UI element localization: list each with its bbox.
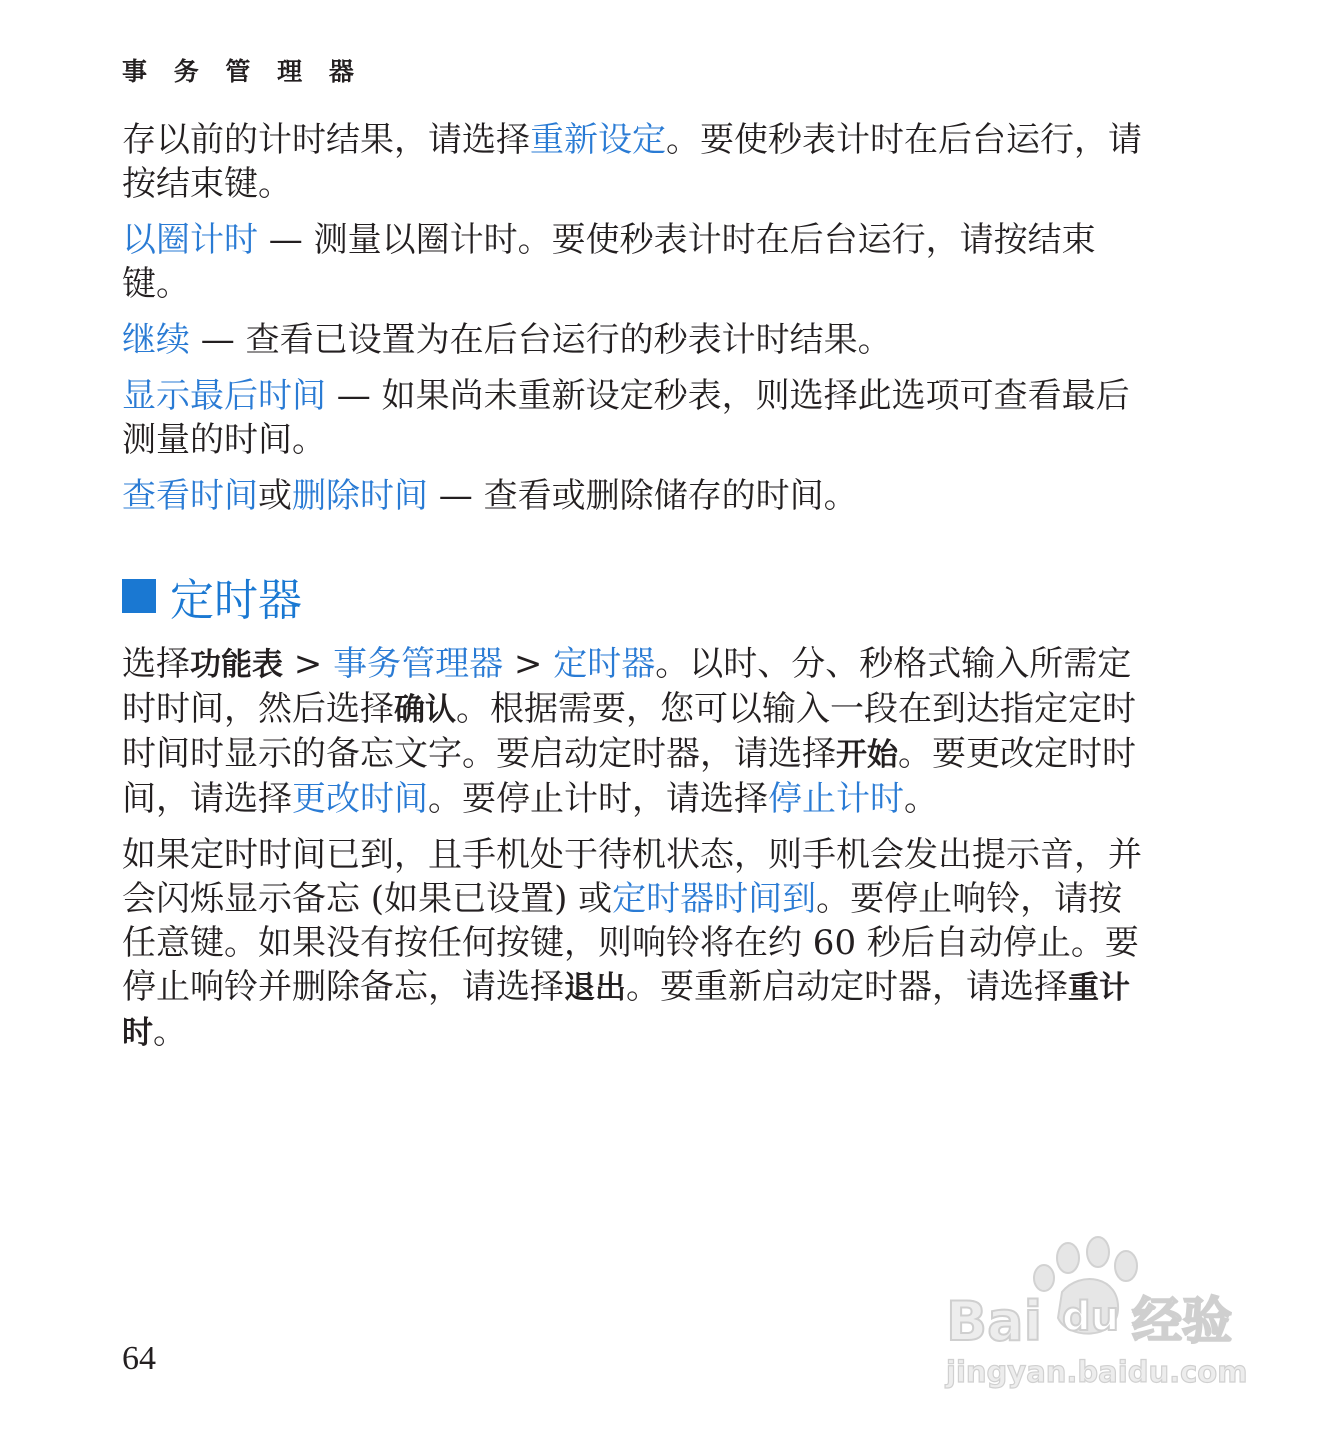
watermark-brand-cn: 经验 (1132, 1292, 1232, 1350)
text: 。 (153, 1012, 187, 1052)
link-timer[interactable]: 定时器 (553, 644, 656, 684)
text: — 查看已设置为在后台运行的秒表计时结果。 (190, 320, 892, 360)
link-delete-times[interactable]: 删除时间 (292, 476, 428, 516)
running-head: 事 务 管 理 器 (122, 57, 363, 86)
paragraph-lap-timing (122, 218, 1142, 306)
link-reset[interactable]: 重新设定 (530, 120, 666, 160)
watermark-brand: Bai (946, 1290, 1043, 1353)
confirm-term: 确认 (394, 692, 456, 728)
link-view-times[interactable]: 查看时间 (122, 476, 258, 516)
section-title: 定时器 (170, 575, 302, 626)
link-lap-timing[interactable]: 以圈计时 (122, 220, 258, 260)
paragraph-show-last (122, 374, 1142, 462)
text: 。要停止计时，请选择 (428, 779, 768, 819)
section-heading (122, 568, 1142, 624)
text: 。要更改定时时间，请选择 (122, 734, 1136, 819)
text: 如果定时时间已到，且手机处于待机状态，则手机会发出提示音，并会闪烁显示备忘 (如果已设置) 或 (122, 835, 1142, 919)
link-show-last-time[interactable]: 显示最后时间 (122, 376, 326, 416)
restart-term: 重计时 (122, 970, 1130, 1051)
link-organiser[interactable]: 事务管理器 (333, 644, 504, 684)
page-number: 64 (122, 1340, 156, 1377)
watermark-brand-du: du (1062, 1294, 1120, 1340)
text: 。要重新启动定时器，请选择 (626, 967, 1068, 1007)
baidu-watermark (940, 1230, 1260, 1400)
link-change-time[interactable]: 更改时间 (292, 779, 428, 819)
text: > (283, 644, 334, 684)
paragraph-timer-intro (122, 642, 1142, 821)
link-stop-timer[interactable]: 停止计时 (768, 779, 904, 819)
page-content (122, 118, 1142, 1067)
watermark-url: jingyan.baidu.com (946, 1355, 1248, 1389)
paragraph-timer-alarm (122, 833, 1142, 1055)
paragraph-view-delete (122, 474, 1142, 518)
text: 或 (258, 476, 292, 516)
paragraph-reset (122, 118, 1142, 206)
section-square-icon (122, 579, 156, 613)
start-term: 开始 (836, 737, 898, 773)
text: — 如果尚未重新设定秒表，则选择此选项可查看最后测量的时间。 (122, 376, 1130, 460)
menu-term: 功能表 (190, 647, 283, 683)
text: 存以前的计时结果，请选择 (122, 120, 530, 160)
link-continue[interactable]: 继续 (122, 320, 190, 360)
paragraph-continue (122, 318, 1142, 362)
text: 。根据需要，您可以输入一段在到达指定定时时间时显示的备忘文字。要启动定时器，请选择 (122, 689, 1136, 774)
text: — 测量以圈计时。要使秒表计时在后台运行，请按结束键。 (122, 220, 1096, 304)
link-timer-expired[interactable]: 定时器时间到 (612, 879, 817, 919)
text: 。要使秒表计时在后台运行，请按结束键。 (122, 120, 1142, 204)
text: — 查看或删除储存的时间。 (428, 476, 858, 516)
exit-term: 退出 (564, 970, 626, 1006)
text: 。以时、分、秒格式输入所需定时时间，然后选择 (122, 644, 1132, 729)
text: 选择 (122, 644, 190, 684)
text: 。要停止响铃，请按任意键。如果没有按任何按键，则响铃将在约 60 秒后自动停止。要停止响铃并删除备忘，请选择 (122, 879, 1139, 1007)
text: > (503, 644, 554, 684)
text: 。 (904, 779, 938, 819)
